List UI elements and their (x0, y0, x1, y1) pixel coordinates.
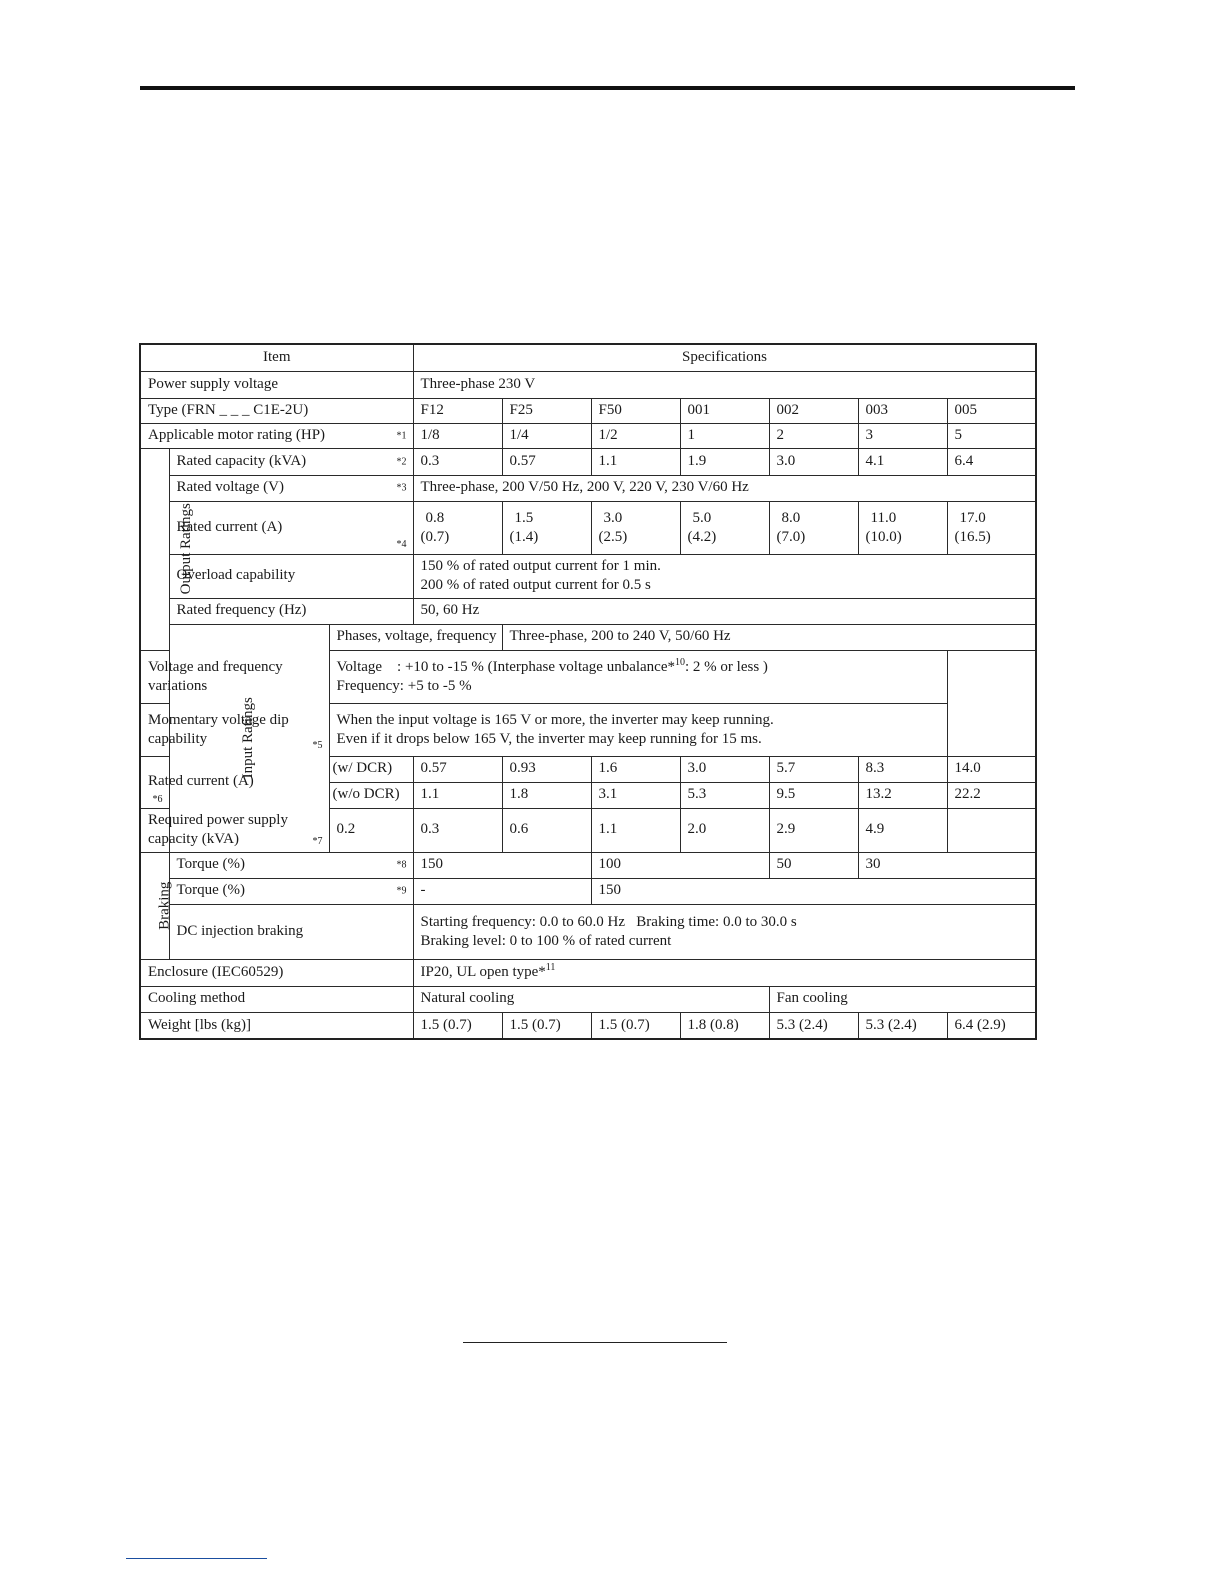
required-capacity-label (140, 808, 329, 852)
footnote-superscript: 10 (675, 656, 685, 668)
required-capacity-cell: 0.3 (413, 808, 502, 852)
table-row (140, 598, 1036, 624)
variations-label-line-2: variations (148, 677, 208, 694)
motor-rating-label (140, 423, 413, 448)
header-rule (140, 86, 1075, 90)
type-cell: 001 (680, 398, 769, 423)
required-capacity-line-2: capacity (kVA) (148, 831, 239, 847)
rated-capacity-text: Rated capacity (kVA) (176, 452, 307, 469)
current-value: 11.0 (870, 509, 897, 526)
rated-current-in-cell: 1.8 (502, 782, 591, 808)
table-row (140, 650, 1036, 703)
variations-line-2: Frequency: +5 to -5 % (336, 677, 472, 694)
enclosure-value (413, 959, 1036, 986)
table-row (140, 1012, 1036, 1039)
footnote-marker: *4 (396, 538, 407, 550)
rated-voltage-label (169, 475, 413, 501)
power-supply-label: Power supply voltage (140, 371, 413, 398)
required-capacity-cell: 0.2 (329, 808, 413, 852)
rated-capacity-cell: 1.1 (591, 448, 680, 475)
rated-current-out-label (169, 501, 413, 554)
motor-rating-cell: 2 (769, 423, 858, 448)
rated-capacity-label (169, 448, 413, 475)
rated-current-in-cell: 3.0 (680, 756, 769, 782)
phases-value: Three-phase, 200 to 240 V, 50/60 Hz (502, 624, 1036, 650)
motor-rating-cell: 5 (947, 423, 1036, 448)
rated-current-in-cell: 0.93 (502, 756, 591, 782)
required-capacity-cell: 2.9 (769, 808, 858, 852)
specifications-header: Specifications (413, 344, 1036, 371)
rated-current-in-cell: 8.3 (858, 756, 947, 782)
variations-value (329, 650, 947, 703)
table-row (140, 423, 1036, 448)
enclosure-label: Enclosure (IEC60529) (140, 959, 413, 986)
dc-injection-line-2: Braking level: 0 to 100 % of rated current (420, 932, 672, 949)
torque-1-cell: 50 (769, 852, 858, 878)
weight-cell: 1.5 (0.7) (502, 1012, 591, 1039)
rated-current-in-label (140, 756, 254, 808)
type-cell: 002 (769, 398, 858, 423)
rated-current-in-cell: 5.7 (769, 756, 858, 782)
current-value: 8.0 (781, 509, 801, 526)
rated-current-in-cell: 14.0 (947, 756, 1036, 782)
footnote-marker: *2 (396, 456, 407, 467)
table-row (140, 554, 1036, 598)
footnote-marker: *3 (396, 482, 407, 494)
rated-current-in-cell: 0.57 (413, 756, 502, 782)
rated-current-in-cell: 22.2 (947, 782, 1036, 808)
required-capacity-cell: 2.0 (680, 808, 769, 852)
rated-current-out-cell (680, 501, 769, 554)
table-row (140, 904, 1036, 959)
table-row (140, 959, 1036, 986)
rated-current-in-cell: 1.6 (591, 756, 680, 782)
power-supply-value: Three-phase 230 V (413, 371, 1036, 398)
torque-2-text: Torque (%) (176, 882, 246, 899)
dip-line-1: When the input voltage is 165 V or more, the inverter may keep running. (336, 711, 774, 728)
rated-current-in-cell: 5.3 (680, 782, 769, 808)
rated-current-in-cell: 13.2 (858, 782, 947, 808)
item-header: Item (140, 344, 413, 371)
type-cell: F50 (591, 398, 680, 423)
torque-2-cell: 150 (591, 878, 1036, 904)
footnote-marker: *7 (312, 836, 323, 847)
torque-2-cell: - (413, 878, 591, 904)
overload-line-1: 150 % of rated output current for 1 min. (420, 558, 661, 575)
current-value: 0.8 (425, 509, 445, 526)
output-ratings-group (140, 448, 194, 650)
rated-current-out-cell (413, 501, 502, 554)
current-value: 17.0 (959, 509, 986, 526)
torque-1-cell: 100 (591, 852, 769, 878)
dc-injection-label: DC injection braking (169, 904, 413, 959)
table-row (140, 475, 1036, 501)
table-row (140, 878, 1036, 904)
variations-line-1-tail: : 2 % or less ) (685, 658, 768, 675)
footnote-separator (463, 1342, 727, 1343)
table-row (140, 703, 1036, 756)
rated-current-out-cell (591, 501, 680, 554)
dc-injection-value (413, 904, 1036, 959)
footnote-marker: *8 (396, 859, 407, 871)
table-row (140, 501, 1036, 554)
rated-frequency-value: 50, 60 Hz (413, 598, 1036, 624)
required-capacity-cell: 1.1 (591, 808, 680, 852)
required-capacity-cell: 0.6 (502, 808, 591, 852)
footnote-marker: *1 (396, 430, 407, 441)
motor-rating-text: Applicable motor rating (HP) (148, 426, 326, 443)
footnote-superscript: 11 (545, 961, 556, 973)
type-cell: F25 (502, 398, 591, 423)
footnote-marker: *9 (396, 885, 407, 897)
current-value: 3.0 (603, 509, 623, 526)
dip-line-2: Even if it drops below 165 V, the inverter may keep running for 15 ms. (336, 730, 762, 747)
variations-line-1 (337, 658, 940, 677)
type-cell: F12 (413, 398, 502, 423)
torque-1-text: Torque (%) (176, 856, 246, 873)
current-paren-value: (16.5) (954, 528, 991, 545)
output-ratings-label: Output Ratings (177, 503, 194, 595)
current-value: 5.0 (692, 509, 712, 526)
torque-1-cell: 30 (858, 852, 1036, 878)
overload-line-2: 200 % of rated output current for 0.5 s (420, 577, 651, 593)
motor-rating-cell: 1/2 (591, 423, 680, 448)
rated-voltage-text: Rated voltage (V) (176, 479, 284, 496)
weight-cell: 1.8 (0.8) (680, 1012, 769, 1039)
rated-current-out-text: Rated current (A) (176, 518, 283, 535)
bottom-link-rule (126, 1558, 267, 1559)
table-row (140, 371, 1036, 398)
footnote-marker: *5 (312, 740, 323, 751)
table-header-row (140, 344, 1036, 371)
rated-capacity-cell: 0.57 (502, 448, 591, 475)
variations-line-1-text: Voltage : +10 to -15 % (Interphase voltage unbalance* (336, 658, 675, 675)
weight-cell: 1.5 (0.7) (591, 1012, 680, 1039)
rated-current-in-cell: 9.5 (769, 782, 858, 808)
torque-2-label (169, 878, 413, 904)
motor-rating-cell: 3 (858, 423, 947, 448)
motor-rating-cell: 1/4 (502, 423, 591, 448)
current-paren-value: (2.5) (598, 528, 628, 545)
current-paren-value: (7.0) (776, 528, 806, 545)
rated-capacity-cell: 1.9 (680, 448, 769, 475)
with-dcr-label: (w/ DCR) (329, 756, 413, 782)
table-row (140, 986, 1036, 1012)
table-row (140, 398, 1036, 423)
braking-group (140, 852, 173, 959)
rated-current-out-cell (502, 501, 591, 554)
variations-label (140, 650, 329, 703)
rated-capacity-cell: 4.1 (858, 448, 947, 475)
motor-rating-cell: 1 (680, 423, 769, 448)
footnote-marker: *6 (152, 793, 163, 805)
overload-label: Overload capability (169, 554, 413, 598)
current-paren-value: (1.4) (509, 528, 539, 545)
dip-label-line-2: capability (148, 730, 208, 747)
rated-capacity-cell: 3.0 (769, 448, 858, 475)
cooling-label: Cooling method (140, 986, 413, 1012)
rated-capacity-cell: 6.4 (947, 448, 1036, 475)
rated-current-in-cell: 1.1 (413, 782, 502, 808)
current-value: 1.5 (514, 509, 534, 526)
rated-current-out-cell (947, 501, 1036, 554)
current-paren-value: (4.2) (687, 528, 717, 545)
dip-label (140, 703, 329, 756)
torque-1-cell: 150 (413, 852, 591, 878)
required-capacity-line-1: Required power supply (148, 812, 288, 829)
torque-1-label (169, 852, 413, 878)
input-ratings-label: Input Ratings (240, 697, 257, 779)
overload-value (413, 554, 1036, 598)
type-label: Type (FRN _ _ _ C1E-2U) (140, 398, 413, 423)
rated-current-out-cell (858, 501, 947, 554)
rated-frequency-label: Rated frequency (Hz) (169, 598, 413, 624)
table-row (140, 852, 1036, 878)
current-paren-value: (10.0) (865, 528, 902, 545)
rated-current-in-text: Rated current (A) (148, 773, 254, 790)
cooling-fan: Fan cooling (769, 986, 1036, 1012)
dc-injection-line-1: Starting frequency: 0.0 to 60.0 Hz Braking time: 0.0 to 30.0 s (420, 913, 797, 930)
without-dcr-label: (w/o DCR) (329, 782, 413, 808)
phases-label: Phases, voltage, frequency (329, 624, 502, 650)
type-cell: 005 (947, 398, 1036, 423)
type-cell: 003 (858, 398, 947, 423)
enclosure-text: IP20, UL open type* (420, 963, 546, 980)
table-row (140, 448, 1036, 475)
weight-cell: 5.3 (2.4) (769, 1012, 858, 1039)
weight-label: Weight [lbs (kg)] (140, 1012, 413, 1039)
cooling-natural: Natural cooling (413, 986, 769, 1012)
rated-current-out-cell (769, 501, 858, 554)
variations-label-line-1: Voltage and frequency (148, 658, 283, 675)
specifications-table (139, 343, 1037, 1040)
rated-voltage-value: Three-phase, 200 V/50 Hz, 200 V, 220 V, 230 V/60 Hz (413, 475, 1036, 501)
rated-capacity-cell: 0.3 (413, 448, 502, 475)
dip-value (329, 703, 947, 756)
braking-label: Braking (156, 881, 173, 930)
motor-rating-cell: 1/8 (413, 423, 502, 448)
required-capacity-cell: 4.9 (858, 808, 947, 852)
rated-current-in-cell: 3.1 (591, 782, 680, 808)
table-row (140, 808, 1036, 852)
table-row (140, 624, 1036, 650)
weight-cell: 6.4 (2.9) (947, 1012, 1036, 1039)
current-paren-value: (0.7) (420, 528, 450, 545)
dip-label-line-1: Momentary voltage dip (148, 711, 289, 728)
weight-cell: 5.3 (2.4) (858, 1012, 947, 1039)
weight-cell: 1.5 (0.7) (413, 1012, 502, 1039)
